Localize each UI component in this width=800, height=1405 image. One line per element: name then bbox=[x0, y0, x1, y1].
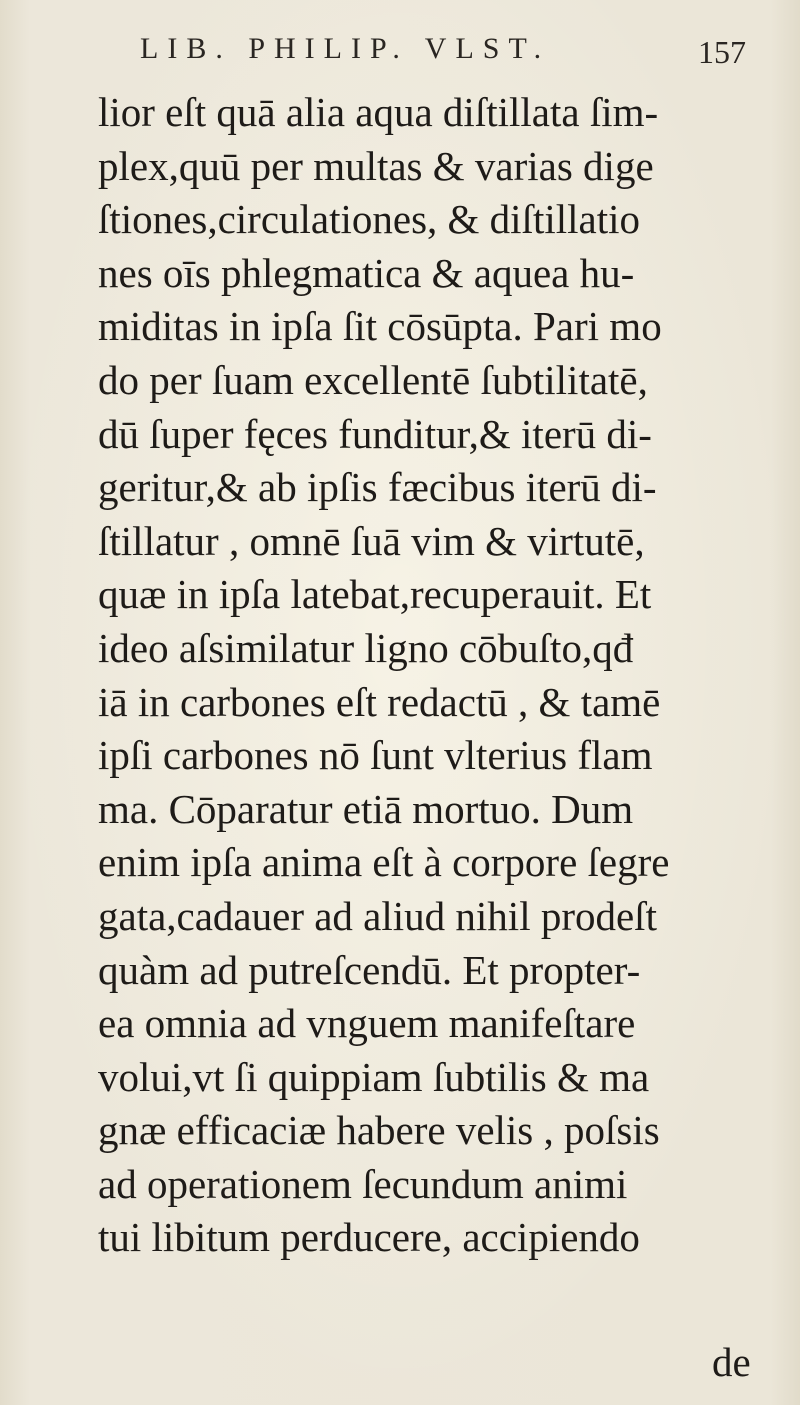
text-line: gata,cadauer ad aliud nihil prodeſt bbox=[98, 892, 657, 939]
text-line: dū ſuper fęces funditur,& iterū di- bbox=[98, 410, 652, 457]
body-text bbox=[98, 86, 788, 1265]
page-number: 157 bbox=[698, 34, 746, 70]
catchword: de bbox=[712, 1339, 751, 1385]
text-line: geritur,& ab ipſis fæcibus iterū di- bbox=[98, 464, 657, 511]
text-line: tui libitum perducere, accipiendo bbox=[98, 1214, 640, 1261]
text-line: iā in carbones eſt redactū , & tamē bbox=[98, 678, 661, 725]
page-header bbox=[0, 30, 800, 78]
text-line: ma. Cōparatur etiā mortuo. Dum bbox=[98, 785, 634, 832]
text-line: quàm ad putreſcendū. Et propter- bbox=[98, 946, 641, 993]
text-line: plex,quū per multas & varias dige bbox=[98, 142, 654, 189]
text-line: ideo aſsimilatur ligno cōbuſto,qđ bbox=[98, 624, 634, 671]
text-line: quæ in ipſa latebat,recuperauit. Et bbox=[98, 571, 652, 618]
text-line: volui,vt ſi quippiam ſubtilis & ma bbox=[98, 1053, 650, 1100]
text-line: ipſi carbones nō ſunt vlterius flam bbox=[98, 732, 653, 779]
text-line: lior eſt quā alia aqua diſtillata ſim- bbox=[98, 89, 659, 135]
text-line: miditas in ipſa ſit cōsūpta. Pari mo bbox=[98, 303, 662, 350]
text-line: nes oīs phlegmatica & aquea hu- bbox=[98, 249, 635, 296]
text-line: gnæ efficaciæ habere velis , poſsis bbox=[98, 1107, 660, 1154]
text-line: ſtiones,circulationes, & diſtillatio bbox=[98, 196, 641, 243]
text-line: enim ipſa anima eſt à corpore ſegre bbox=[98, 839, 670, 886]
text-line: ſtillatur , omnē ſuā vim & virtutē, bbox=[98, 517, 645, 564]
text-line: do per ſuam excellentē ſubtilitatē, bbox=[98, 356, 648, 403]
text-line: ad operationem ſecundum animi bbox=[98, 1160, 628, 1207]
text-line: ea omnia ad vnguem manifeſtare bbox=[98, 1000, 636, 1047]
running-head: LIB. PHILIP. VLST. bbox=[140, 32, 551, 65]
